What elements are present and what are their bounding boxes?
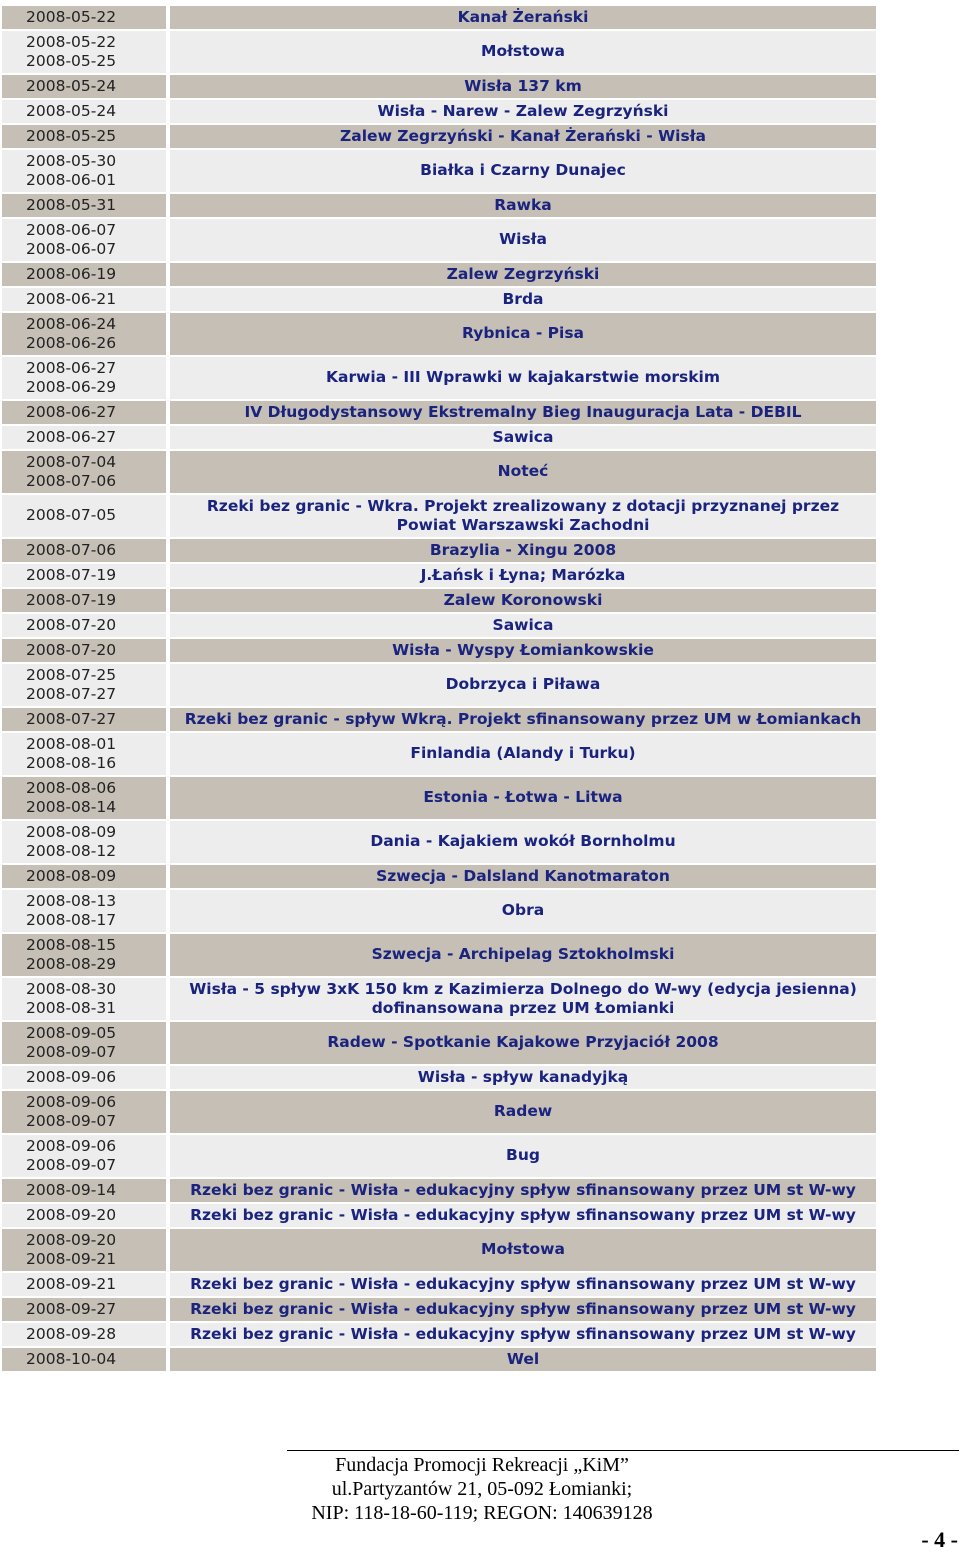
event-name: Radew - Spotkanie Kajakowe Przyjaciół 2008 [170, 1022, 876, 1064]
event-name: Bug [170, 1135, 876, 1177]
event-date: 2008-06-19 [2, 263, 166, 286]
event-name: Rzeki bez granic - Wisła - edukacyjny spływ sfinansowany przez UM st W-wy [170, 1298, 876, 1321]
event-name: Estonia - Łotwa - Litwa [170, 777, 876, 819]
table-row [2, 194, 876, 217]
table-row [2, 495, 876, 537]
event-name: Radew [170, 1091, 876, 1133]
event-date: 2008-07-05 [2, 495, 166, 537]
event-name: Rawka [170, 194, 876, 217]
table-row [2, 288, 876, 311]
event-date: 2008-08-06 2008-08-14 [2, 777, 166, 819]
table-row [2, 614, 876, 637]
event-date: 2008-08-15 2008-08-29 [2, 934, 166, 976]
table-row [2, 639, 876, 662]
event-date: 2008-09-21 [2, 1273, 166, 1296]
event-name: Karwia - III Wprawki w kajakarstwie morskim [170, 357, 876, 399]
event-name: Zalew Zegrzyński - Kanał Żerański - Wisła [170, 125, 876, 148]
table-row [2, 6, 876, 29]
table-row [2, 125, 876, 148]
table-row [2, 1348, 876, 1371]
event-date: 2008-09-05 2008-09-07 [2, 1022, 166, 1064]
table-row [2, 1179, 876, 1202]
table-row [2, 733, 876, 775]
table-row [2, 708, 876, 731]
table-row [2, 664, 876, 706]
table-row [2, 1091, 876, 1133]
event-date: 2008-06-27 [2, 401, 166, 424]
table-row [2, 1298, 876, 1321]
event-name: Rzeki bez granic - Wisła - edukacyjny spływ sfinansowany przez UM st W-wy [170, 1179, 876, 1202]
table-row [2, 589, 876, 612]
table-row [2, 150, 876, 192]
event-date: 2008-07-20 [2, 639, 166, 662]
event-date: 2008-09-06 2008-09-07 [2, 1135, 166, 1177]
event-date: 2008-07-04 2008-07-06 [2, 451, 166, 493]
event-name: Brazylia - Xingu 2008 [170, 539, 876, 562]
event-name: Rzeki bez granic - spływ Wkrą. Projekt sfinansowany przez UM w Łomiankach [170, 708, 876, 731]
table-row [2, 401, 876, 424]
event-date: 2008-09-28 [2, 1323, 166, 1346]
table-row [2, 263, 876, 286]
table-row [2, 357, 876, 399]
table-row [2, 1273, 876, 1296]
event-name: Obra [170, 890, 876, 932]
event-date: 2008-09-06 2008-09-07 [2, 1091, 166, 1133]
event-date: 2008-05-24 [2, 100, 166, 123]
event-name: Rzeki bez granic - Wkra. Projekt zrealizowany z dotacji przyznanej przez Powiat Warszawski Zachodni [170, 495, 876, 537]
event-name: Mołstowa [170, 31, 876, 73]
table-row [2, 1066, 876, 1089]
event-date: 2008-07-19 [2, 564, 166, 587]
event-name: Kanał Żerański [170, 6, 876, 29]
table-row [2, 426, 876, 449]
event-name: Dobrzyca i Piława [170, 664, 876, 706]
event-name: Rybnica - Pisa [170, 313, 876, 355]
event-name: Wisła 137 km [170, 75, 876, 98]
event-name: Sawica [170, 426, 876, 449]
event-name: Finlandia (Alandy i Turku) [170, 733, 876, 775]
event-name: Mołstowa [170, 1229, 876, 1271]
table-row [2, 1022, 876, 1064]
page-number: - 4 - [921, 1527, 958, 1552]
table-row [2, 564, 876, 587]
event-date: 2008-09-20 [2, 1204, 166, 1227]
table-row [2, 890, 876, 932]
event-name: Wisła - 5 spływ 3xK 150 km z Kazimierza Dolnego do W-wy (edycja jesienna) dofinansowana przez UM Łomianki [170, 978, 876, 1020]
event-name: IV Długodystansowy Ekstremalny Bieg Inauguracja Lata - DEBIL [170, 401, 876, 424]
event-name: Wisła - Narew - Zalew Zegrzyński [170, 100, 876, 123]
table-row [2, 313, 876, 355]
event-name: Wisła - spływ kanadyjką [170, 1066, 876, 1089]
event-date: 2008-06-27 [2, 426, 166, 449]
event-name: Wisła - Wyspy Łomiankowskie [170, 639, 876, 662]
event-date: 2008-07-25 2008-07-27 [2, 664, 166, 706]
table-row [2, 777, 876, 819]
table-row [2, 865, 876, 888]
event-name: Szwecja - Archipelag Sztokholmski [170, 934, 876, 976]
event-date: 2008-08-01 2008-08-16 [2, 733, 166, 775]
event-date: 2008-06-21 [2, 288, 166, 311]
table-row [2, 539, 876, 562]
event-name: J.Łańsk i Łyna; Marózka [170, 564, 876, 587]
table-row [2, 451, 876, 493]
event-date: 2008-09-20 2008-09-21 [2, 1229, 166, 1271]
event-date: 2008-06-27 2008-06-29 [2, 357, 166, 399]
event-name: Rzeki bez granic - Wisła - edukacyjny spływ sfinansowany przez UM st W-wy [170, 1273, 876, 1296]
footer-divider [287, 1450, 959, 1451]
footer-address: ul.Partyzantów 21, 05-092 Łomianki; [331, 1478, 633, 1500]
event-date: 2008-05-30 2008-06-01 [2, 150, 166, 192]
event-date: 2008-06-24 2008-06-26 [2, 313, 166, 355]
footer [287, 1453, 677, 1525]
footer-organization: Fundacja Promocji Rekreacji „KiM” [335, 1454, 629, 1476]
events-table [2, 4, 876, 1373]
table-row [2, 75, 876, 98]
event-date: 2008-05-22 2008-05-25 [2, 31, 166, 73]
event-name: Rzeki bez granic - Wisła - edukacyjny spływ sfinansowany przez UM st W-wy [170, 1323, 876, 1346]
event-name: Wel [170, 1348, 876, 1371]
table-row [2, 219, 876, 261]
event-name: Zalew Koronowski [170, 589, 876, 612]
table-row [2, 1229, 876, 1271]
event-date: 2008-09-27 [2, 1298, 166, 1321]
event-date: 2008-09-06 [2, 1066, 166, 1089]
event-date: 2008-08-09 2008-08-12 [2, 821, 166, 863]
table-row [2, 100, 876, 123]
event-name: Brda [170, 288, 876, 311]
event-date: 2008-06-07 2008-06-07 [2, 219, 166, 261]
table-row [2, 1135, 876, 1177]
table-row [2, 1204, 876, 1227]
events-table-body [2, 6, 876, 1371]
event-date: 2008-05-22 [2, 6, 166, 29]
event-date: 2008-05-24 [2, 75, 166, 98]
event-date: 2008-05-31 [2, 194, 166, 217]
event-name: Wisła [170, 219, 876, 261]
event-date: 2008-07-20 [2, 614, 166, 637]
event-date: 2008-08-13 2008-08-17 [2, 890, 166, 932]
table-row [2, 978, 876, 1020]
event-date: 2008-08-30 2008-08-31 [2, 978, 166, 1020]
event-name: Dania - Kajakiem wokół Bornholmu [170, 821, 876, 863]
event-date: 2008-05-25 [2, 125, 166, 148]
event-date: 2008-07-19 [2, 589, 166, 612]
event-date: 2008-09-14 [2, 1179, 166, 1202]
event-name: Rzeki bez granic - Wisła - edukacyjny spływ sfinansowany przez UM st W-wy [170, 1204, 876, 1227]
table-row [2, 1323, 876, 1346]
table-row [2, 821, 876, 863]
table-row [2, 31, 876, 73]
event-name: Zalew Zegrzyński [170, 263, 876, 286]
event-date: 2008-08-09 [2, 865, 166, 888]
event-name: Szwecja - Dalsland Kanotmaraton [170, 865, 876, 888]
event-name: Noteć [170, 451, 876, 493]
event-date: 2008-07-27 [2, 708, 166, 731]
table-row [2, 934, 876, 976]
event-date: 2008-10-04 [2, 1348, 166, 1371]
event-date: 2008-07-06 [2, 539, 166, 562]
event-name: Białka i Czarny Dunajec [170, 150, 876, 192]
event-name: Sawica [170, 614, 876, 637]
footer-tax-ids: NIP: 118-18-60-119; REGON: 140639128 [311, 1502, 653, 1524]
